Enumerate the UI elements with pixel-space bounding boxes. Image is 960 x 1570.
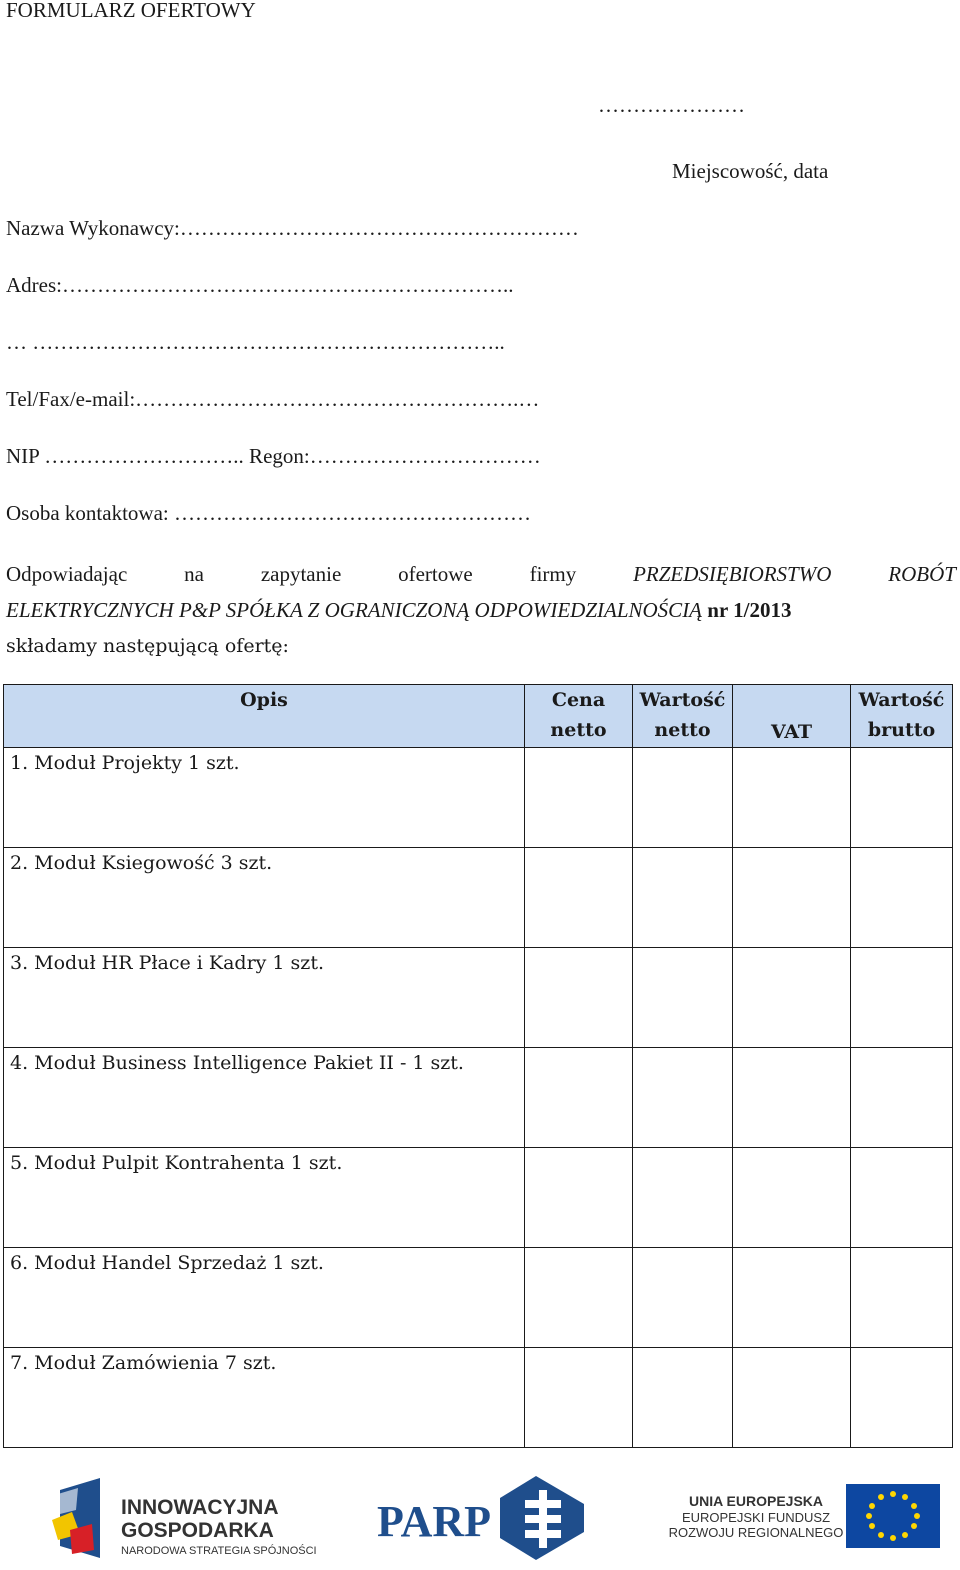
header-net-price: Cena netto bbox=[525, 685, 633, 748]
intro-company-word: PRZEDSIĘBIORSTWO bbox=[633, 562, 832, 586]
net-price-cell[interactable] bbox=[525, 848, 633, 948]
net-price-cell[interactable] bbox=[525, 1048, 633, 1148]
net-value-cell[interactable] bbox=[633, 1148, 733, 1248]
vat-cell[interactable] bbox=[733, 748, 851, 848]
address-field[interactable]: Adres:……………………………………………………….. bbox=[6, 273, 514, 297]
net-value-cell[interactable] bbox=[633, 948, 733, 1048]
table-row bbox=[4, 748, 953, 848]
intro-line-1 bbox=[6, 556, 956, 592]
net-value-cell[interactable] bbox=[633, 1248, 733, 1348]
footer-logos bbox=[0, 1470, 960, 1565]
table-row bbox=[4, 1348, 953, 1448]
table-row bbox=[4, 1248, 953, 1348]
logo1-line2: GOSPODARKA bbox=[121, 1519, 274, 1542]
intro-line-2 bbox=[6, 592, 956, 628]
date-blank[interactable]: ………………… bbox=[598, 93, 745, 117]
vat-cell[interactable] bbox=[733, 948, 851, 1048]
row-description: 5. Moduł Pulpit Kontrahenta 1 szt. bbox=[4, 1148, 525, 1248]
contractor-name-field[interactable]: Nazwa Wykonawcy:………………………………………………… bbox=[6, 216, 579, 240]
table-header-row bbox=[4, 685, 953, 748]
intro-word: firmy bbox=[529, 562, 577, 586]
table-row bbox=[4, 1048, 953, 1148]
parp-logo-icon bbox=[500, 1476, 584, 1560]
gross-value-cell[interactable] bbox=[851, 748, 953, 848]
net-price-cell[interactable] bbox=[525, 1148, 633, 1248]
logo3-line3: ROZWOJU REGIONALNEGO bbox=[668, 1525, 844, 1540]
row-description: 3. Moduł HR Płace i Kadry 1 szt. bbox=[4, 948, 525, 1048]
header-net-value: Wartość netto bbox=[633, 685, 733, 748]
logo1-line1: INNOWACYJNA bbox=[121, 1496, 279, 1519]
net-price-cell[interactable] bbox=[525, 1348, 633, 1448]
gross-value-cell[interactable] bbox=[851, 1148, 953, 1248]
vat-cell[interactable] bbox=[733, 1148, 851, 1248]
footer-logos-svg bbox=[0, 1470, 960, 1565]
header-vat: VAT bbox=[733, 685, 851, 748]
net-value-cell[interactable] bbox=[633, 748, 733, 848]
net-price-cell[interactable] bbox=[525, 1248, 633, 1348]
logo3-line1: UNIA EUROPEJSKA bbox=[688, 1493, 824, 1509]
eu-flag-icon bbox=[846, 1484, 940, 1548]
net-price-cell[interactable] bbox=[525, 748, 633, 848]
net-value-cell[interactable] bbox=[633, 1348, 733, 1448]
intro-word: Odpowiadając bbox=[6, 562, 128, 586]
vat-cell[interactable] bbox=[733, 1248, 851, 1348]
place-date-label: Miejscowość, data bbox=[672, 159, 829, 183]
table-row bbox=[4, 1148, 953, 1248]
intro-word: ofertowe bbox=[398, 562, 473, 586]
gross-value-cell[interactable] bbox=[851, 1348, 953, 1448]
vat-cell[interactable] bbox=[733, 848, 851, 948]
intro-word: na bbox=[184, 562, 204, 586]
vat-cell[interactable] bbox=[733, 1348, 851, 1448]
intro-paragraph bbox=[6, 556, 956, 664]
intro-company-name: ELEKTRYCZNYCH P&P SPÓŁKA Z OGRANICZONĄ ODPOWIEDZIALNOŚCIĄ bbox=[6, 598, 703, 622]
row-description: 6. Moduł Handel Sprzedaż 1 szt. bbox=[4, 1248, 525, 1348]
nip-regon-field[interactable]: NIP ……………………….. Regon:…………………………… bbox=[6, 444, 541, 468]
contact-info-field[interactable]: Tel/Fax/e-mail:……………………………………………….… bbox=[6, 387, 540, 411]
header-description: Opis bbox=[4, 685, 525, 748]
row-description: 1. Moduł Projekty 1 szt. bbox=[4, 748, 525, 848]
innowacyjna-gospodarka-logo-icon bbox=[52, 1478, 100, 1558]
inquiry-number: nr 1/2013 bbox=[707, 598, 792, 622]
logo2-text: PARP bbox=[377, 1497, 492, 1546]
address-continuation-field[interactable]: … ………………………………………………………….. bbox=[6, 330, 505, 354]
intro-word: zapytanie bbox=[260, 562, 342, 586]
gross-value-cell[interactable] bbox=[851, 1048, 953, 1148]
net-value-cell[interactable] bbox=[633, 1048, 733, 1148]
header-gross-value: Wartość brutto bbox=[851, 685, 953, 748]
table-row bbox=[4, 848, 953, 948]
gross-value-cell[interactable] bbox=[851, 848, 953, 948]
offer-table bbox=[3, 684, 953, 1448]
contact-person-field[interactable]: Osoba kontaktowa: …………………………………………… bbox=[6, 501, 531, 525]
logo1-line3: NARODOWA STRATEGIA SPÓJNOŚCI bbox=[121, 1545, 317, 1557]
row-description: 7. Moduł Zamówienia 7 szt. bbox=[4, 1348, 525, 1448]
gross-value-cell[interactable] bbox=[851, 948, 953, 1048]
intro-line-3: składamy następującą ofertę: bbox=[6, 635, 289, 657]
intro-company-word: ROBÓT bbox=[888, 562, 956, 586]
form-title: FORMULARZ OFERTOWY bbox=[6, 0, 256, 22]
table-row bbox=[4, 948, 953, 1048]
gross-value-cell[interactable] bbox=[851, 1248, 953, 1348]
vat-cell[interactable] bbox=[733, 1048, 851, 1148]
net-price-cell[interactable] bbox=[525, 948, 633, 1048]
row-description: 4. Moduł Business Intelligence Pakiet II - 1 szt. bbox=[4, 1048, 525, 1148]
net-value-cell[interactable] bbox=[633, 848, 733, 948]
logo3-line2: EUROPEJSKI FUNDUSZ bbox=[681, 1510, 831, 1525]
row-description: 2. Moduł Ksiegowość 3 szt. bbox=[4, 848, 525, 948]
